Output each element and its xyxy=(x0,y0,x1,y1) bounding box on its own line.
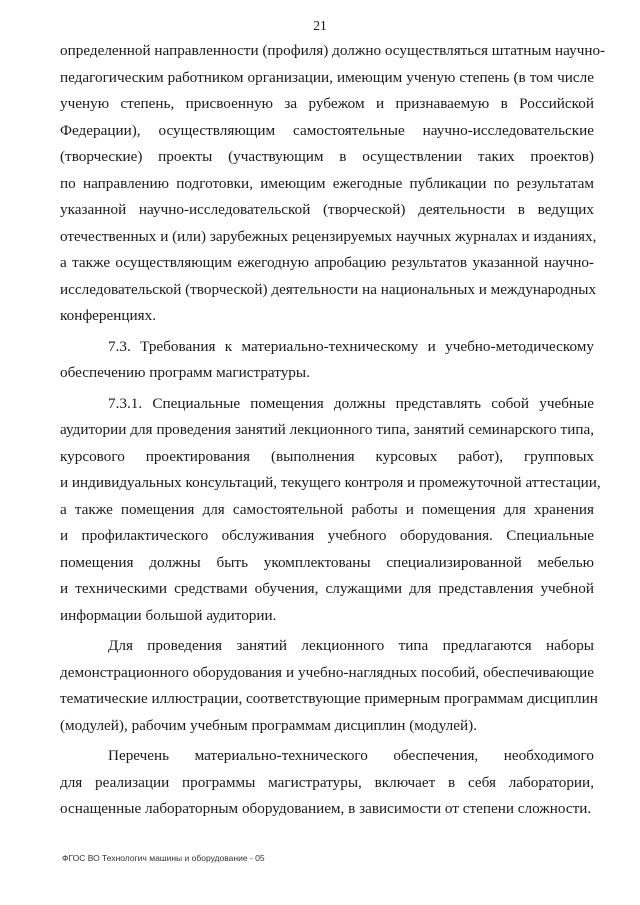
text-line: и техническими средствами обучения, служащими для представления учебной xyxy=(60,580,594,597)
document-footer: ФГОС ВО Технологич машины и оборудование - 05 xyxy=(62,853,265,863)
text-line: и профилактического обслуживания учебного оборудования. Специальные xyxy=(60,527,594,544)
text-line: аудитории для проведения занятий лекционного типа, занятий семинарского типа, xyxy=(60,421,594,438)
text-line: Для проведения занятий лекционного типа предлагаются наборы xyxy=(108,637,594,654)
text-line: по направлению подготовки, имеющим ежегодные публикации по результатам xyxy=(60,174,594,192)
text-line: ученую степень, присвоенную за рубежом и признаваемую в Российской xyxy=(60,95,594,112)
text-line: а также осуществляющим ежегодную апробацию результатов указанной научно- xyxy=(60,254,594,271)
text-line: Федерации), осуществляющим самостоятельные научно-исследовательские xyxy=(60,121,594,139)
paragraph xyxy=(60,391,601,630)
paragraph xyxy=(60,334,594,387)
text-line: 7.3. Требования к материально-техническому и учебно-методическому xyxy=(108,337,594,355)
text-line: 7.3.1. Специальные помещения должны представлять собой учебные xyxy=(108,394,594,412)
text-line: исследовательской (творческой) деятельности на национальных и международных xyxy=(60,280,597,298)
paragraph xyxy=(60,633,598,739)
text-line: конференциях. xyxy=(60,307,157,324)
page-number: 21 xyxy=(313,18,327,33)
text-line: обеспечению программ магистратуры. xyxy=(60,364,310,381)
text-line: отечественных и (или) зарубежных рецензируемых научных журналах и изданиях, xyxy=(60,227,597,245)
body-text xyxy=(60,38,606,823)
text-line: определенной направленности (профиля) должно осуществляться штатным научно- xyxy=(60,42,606,59)
text-line: информации большой аудитории. xyxy=(60,606,277,624)
text-line: указанной научно-исследовательской (творческой) деятельности в ведущих xyxy=(60,201,594,218)
text-line: для реализации программы магистратуры, включает в себя лаборатории, xyxy=(60,773,594,791)
text-line: помещения должны быть укомплектованы специализированной мебелью xyxy=(60,553,594,571)
text-line: Перечень материально-технического обеспечения, необходимого xyxy=(108,747,594,764)
text-line: (модулей), рабочим учебным программам дисциплин (модулей). xyxy=(60,716,477,734)
text-line: оснащенные лабораторным оборудованием, в зависимости от степени сложности. xyxy=(60,800,592,817)
text-line: демонстрационного оборудования и учебно-наглядных пособий, обеспечивающие xyxy=(60,663,594,681)
text-line: курсового проектирования (выполнения курсовых работ), групповых xyxy=(60,447,594,465)
text-line: и индивидуальных консультаций, текущего контроля и промежуточной аттестации, xyxy=(60,474,601,491)
paragraph xyxy=(60,743,594,823)
text-line: педагогическим работником организации, имеющим ученую степень (в том числе xyxy=(60,68,594,86)
text-line: тематические иллюстрации, соответствующие примерным программам дисциплин xyxy=(60,690,598,707)
paragraph xyxy=(60,38,606,330)
text-line: а также помещения для самостоятельной работы и помещения для хранения xyxy=(60,500,594,518)
text-line: (творческие) проекты (участвующим в осуществлении таких проектов) xyxy=(60,148,594,165)
